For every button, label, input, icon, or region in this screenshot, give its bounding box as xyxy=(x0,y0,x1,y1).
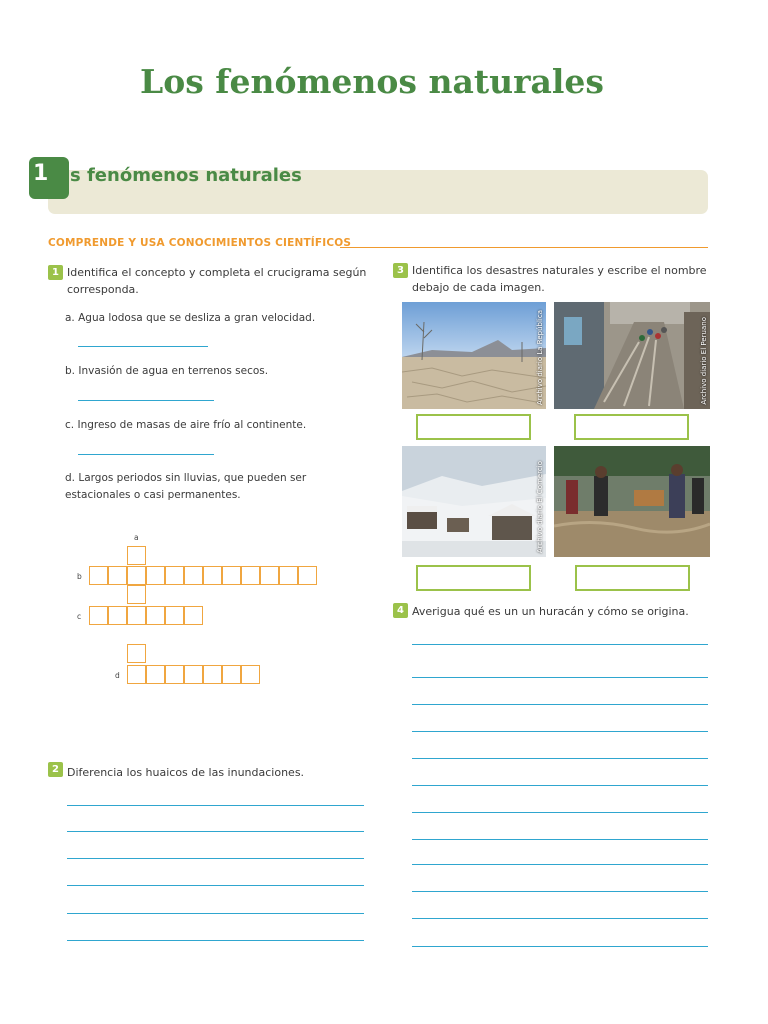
q1-item-b-answer-line[interactable] xyxy=(78,400,214,401)
drought-image xyxy=(402,302,546,409)
q1-item-b-letter: b. xyxy=(65,365,76,377)
q1-item-b xyxy=(65,363,268,380)
q4-answer-line[interactable] xyxy=(412,891,708,892)
q1-item-c xyxy=(65,417,306,434)
crossword-cell[interactable] xyxy=(184,606,203,625)
photo-1-answer-box[interactable] xyxy=(416,414,531,440)
q1-item-c-text: Ingreso de masas de aire frío al continente. xyxy=(77,419,307,431)
crossword-cell[interactable] xyxy=(127,606,146,625)
q4-answer-line[interactable] xyxy=(412,839,708,840)
photo-credit: Archivo diario La República xyxy=(536,309,544,405)
unit-title: s fenómenos naturales xyxy=(70,165,302,186)
crossword-cell[interactable] xyxy=(203,566,222,585)
crossword-cell[interactable] xyxy=(108,566,127,585)
unit-number-badge: 1 xyxy=(29,157,69,199)
q4-answer-line[interactable] xyxy=(412,785,708,786)
crossword-cell[interactable] xyxy=(127,566,146,585)
q1-item-a-answer-line[interactable] xyxy=(78,346,208,347)
snow-frost-photo xyxy=(402,446,546,557)
q1-item-a-letter: a. xyxy=(65,312,75,324)
q4-answer-line[interactable] xyxy=(412,918,708,919)
q1-item-a-text: Agua lodosa que se desliza a gran velocidad. xyxy=(78,312,316,324)
photo-2-answer-box[interactable] xyxy=(574,414,689,440)
q1-item-c-answer-line[interactable] xyxy=(78,454,214,455)
crossword-cell[interactable] xyxy=(146,566,165,585)
flood-people-photo xyxy=(554,446,710,557)
q1-item-b-text: Invasión de agua en terrenos secos. xyxy=(78,365,269,377)
crossword-cell[interactable] xyxy=(127,644,146,663)
q4-answer-line[interactable] xyxy=(412,731,708,732)
question-4-text: Averigua qué es un un huracán y cómo se origina. xyxy=(412,605,689,618)
crossword-cell[interactable] xyxy=(260,566,279,585)
q1-item-d-letter: d. xyxy=(65,472,76,484)
crossword-cell[interactable] xyxy=(203,665,222,684)
photo-4-answer-box[interactable] xyxy=(575,565,690,591)
flood-image xyxy=(554,446,710,557)
crossword-label-a: a xyxy=(134,533,139,542)
crossword-cell[interactable] xyxy=(279,566,298,585)
page-title: Los fenómenos naturales xyxy=(140,62,604,101)
crossword-label-b: b xyxy=(77,572,82,581)
q4-answer-line[interactable] xyxy=(412,677,708,678)
frost-image xyxy=(402,446,546,557)
q4-answer-line[interactable] xyxy=(412,946,708,947)
crossword-cell[interactable] xyxy=(184,566,203,585)
q1-item-d-text: Largos periodos sin lluvias, que pueden ser estacionales o casi permanentes. xyxy=(65,472,307,501)
flood-mud-street-photo xyxy=(554,302,710,409)
crossword-cell[interactable] xyxy=(108,606,127,625)
crossword-cell[interactable] xyxy=(127,665,146,684)
crossword-cell[interactable] xyxy=(89,566,108,585)
crossword-cell[interactable] xyxy=(89,606,108,625)
section-rule xyxy=(340,247,708,248)
crossword-cell[interactable] xyxy=(165,606,184,625)
crossword-cell[interactable] xyxy=(146,665,165,684)
crossword-label-c: c xyxy=(77,612,82,621)
q1-item-c-letter: c. xyxy=(65,419,75,431)
q1-item-a xyxy=(65,310,315,327)
crossword-cell[interactable] xyxy=(127,546,146,565)
crossword-cell[interactable] xyxy=(241,566,260,585)
q4-answer-line[interactable] xyxy=(412,758,708,759)
question-2-text: Diferencia los huaicos de las inundaciones. xyxy=(67,766,305,779)
q2-answer-line[interactable] xyxy=(67,913,364,914)
q4-answer-line[interactable] xyxy=(412,704,708,705)
crossword-cell[interactable] xyxy=(222,665,241,684)
crossword-cell[interactable] xyxy=(298,566,317,585)
crossword-cell[interactable] xyxy=(165,566,184,585)
question-3-number: 3 xyxy=(393,263,408,278)
question-4-number: 4 xyxy=(393,603,408,618)
crossword-cell[interactable] xyxy=(184,665,203,684)
drought-photo xyxy=(402,302,546,409)
crossword-cell[interactable] xyxy=(165,665,184,684)
q2-answer-line[interactable] xyxy=(67,831,364,832)
question-2-number: 2 xyxy=(48,762,63,777)
question-3-text: Identifica los desastres naturales y escribe el nombre debajo de cada imagen. xyxy=(412,264,707,294)
crossword-label-d: d xyxy=(115,671,120,680)
q2-answer-line[interactable] xyxy=(67,858,364,859)
question-1-text: Identifica el concepto y completa el crucigrama según corresponda. xyxy=(67,266,367,296)
section-heading: COMPRENDE Y USA CONOCIMIENTOS CIENTÍFICOS xyxy=(48,237,352,249)
q4-answer-line[interactable] xyxy=(412,812,708,813)
photo-credit: Archivo diario El Comercio xyxy=(536,460,544,553)
q1-item-d xyxy=(65,470,370,504)
mudslide-image xyxy=(554,302,710,409)
q2-answer-line[interactable] xyxy=(67,885,364,886)
photo-credit: Archivo diario El Peruano xyxy=(700,317,708,405)
q4-answer-line[interactable] xyxy=(412,864,708,865)
crossword-cell[interactable] xyxy=(222,566,241,585)
q2-answer-line[interactable] xyxy=(67,940,364,941)
q2-answer-line[interactable] xyxy=(67,805,364,806)
q4-answer-line[interactable] xyxy=(412,644,708,645)
question-1-number: 1 xyxy=(48,265,63,280)
crossword-cell[interactable] xyxy=(146,606,165,625)
photo-3-answer-box[interactable] xyxy=(416,565,531,591)
crossword-cell[interactable] xyxy=(241,665,260,684)
crossword-cell[interactable] xyxy=(127,585,146,604)
